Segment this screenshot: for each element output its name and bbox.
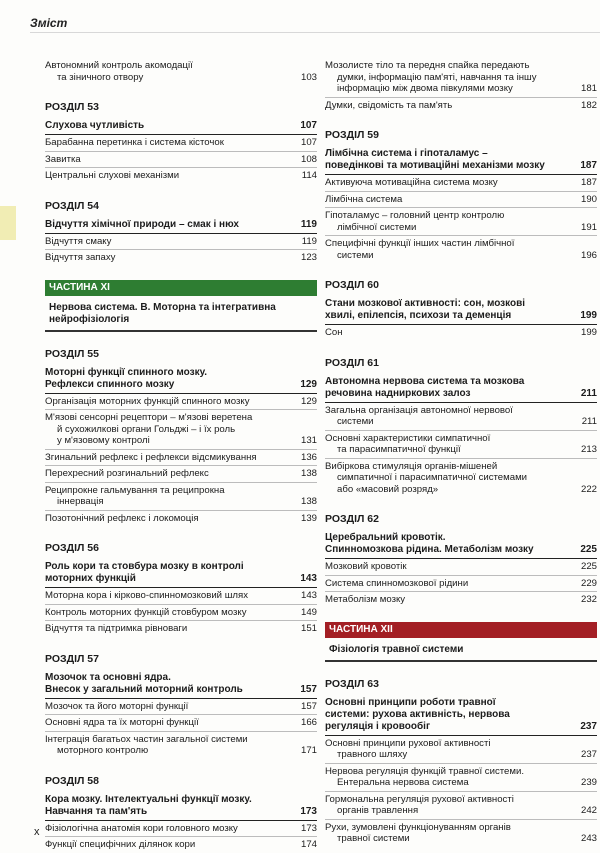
chapter-label: РОЗДІЛ 53 bbox=[45, 101, 99, 113]
spacer bbox=[325, 662, 597, 678]
toc-entry-title: Гормональна регуляція рухової активності органів травлення bbox=[325, 793, 514, 816]
toc-entry-title: Моторна кора і кірково-спинномозковий шлях bbox=[45, 590, 248, 601]
part-label-bar: ЧАСТИНА XII bbox=[325, 622, 597, 638]
part-label-bar: ЧАСТИНА XI bbox=[45, 280, 317, 296]
page-number-ref: 191 bbox=[580, 221, 597, 233]
page-number-ref: 187 bbox=[580, 160, 597, 171]
spacer bbox=[325, 608, 597, 622]
chapter-block bbox=[45, 200, 317, 266]
continued-entries bbox=[325, 58, 597, 113]
spacer bbox=[45, 332, 317, 348]
page-number-ref: 199 bbox=[580, 327, 597, 338]
toc-entry-title: Відчуття смаку bbox=[45, 235, 112, 247]
page-number-ref: 196 bbox=[580, 249, 597, 261]
page-number-ref: 138 bbox=[300, 496, 317, 507]
chapter-heading-title: Мозочок та основні ядра. Внесок у загальний моторний контроль bbox=[45, 671, 243, 695]
chapter-heading-title: Церебральний кровотік. Спинномозкова рідина. Метаболізм мозку bbox=[325, 532, 534, 555]
toc-entry[interactable] bbox=[325, 764, 597, 792]
chapter-heading[interactable] bbox=[325, 695, 597, 736]
toc-entry-title: Автономний контроль акомодації та зіничного отвору bbox=[45, 60, 193, 83]
page-number-ref: 157 bbox=[300, 700, 317, 712]
page-number-ref: 108 bbox=[300, 153, 317, 165]
chapter-heading-title: Роль кори та стовбура мозку в контролі моторних функцій bbox=[45, 561, 244, 584]
page-number-ref: 107 bbox=[300, 137, 317, 148]
chapter-block bbox=[45, 653, 317, 759]
chapter-heading-title: Слухова чутливість bbox=[45, 120, 145, 131]
chapter-heading[interactable] bbox=[45, 559, 317, 588]
chapter-heading[interactable] bbox=[45, 670, 317, 699]
toc-entry[interactable] bbox=[325, 820, 597, 847]
toc-entry[interactable] bbox=[45, 394, 317, 411]
toc-entry[interactable] bbox=[325, 403, 597, 431]
toc-entry-title: Позотонічний рефлекс і локомоція bbox=[45, 512, 199, 524]
chapter-heading-title: Лімбічна система і гіпоталамус – поведінкові та мотиваційні механізми мозку bbox=[325, 148, 545, 171]
toc-entry[interactable] bbox=[45, 234, 317, 251]
spacer bbox=[325, 263, 597, 279]
toc-entry[interactable] bbox=[325, 576, 597, 593]
page-number-ref: 136 bbox=[300, 451, 317, 463]
toc-entry[interactable] bbox=[45, 135, 317, 152]
chapter-heading[interactable] bbox=[45, 365, 317, 394]
page-number-ref: 232 bbox=[580, 594, 597, 605]
toc-entry-title: Специфічні функції інших частин лімбічної системи bbox=[325, 238, 515, 261]
page-number-ref: 143 bbox=[300, 573, 317, 584]
spacer bbox=[45, 526, 317, 542]
page-number-ref: 181 bbox=[580, 83, 597, 94]
toc-entry[interactable] bbox=[45, 410, 317, 450]
page-number-ref: 138 bbox=[300, 468, 317, 479]
toc-entry-title: Основні ядра та їх моторні функції bbox=[45, 717, 199, 728]
toc-entry-title: Мозолисте тіло та передня спайка передають думки, інформацію пам'яті, навчання та іншу інформацію між двома півкулями мозку bbox=[325, 60, 537, 94]
spacer bbox=[325, 113, 597, 129]
page-number-ref: 237 bbox=[580, 749, 597, 760]
chapter-heading[interactable] bbox=[325, 296, 597, 325]
toc-entry-title: Фізіологічна анатомія кори головного мозку bbox=[45, 822, 238, 834]
chapter-block bbox=[325, 129, 597, 263]
toc-entry-title: Рухи, зумовлені функціонуванням органів травної системи bbox=[325, 821, 511, 844]
toc-entry-title: Центральні слухові механізми bbox=[45, 170, 180, 181]
toc-entry[interactable] bbox=[325, 236, 597, 263]
chapter-heading[interactable] bbox=[325, 530, 597, 559]
chapter-block bbox=[45, 101, 317, 184]
toc-entry[interactable] bbox=[325, 175, 597, 192]
toc-entry-title: Контроль моторних функцій стовбуром мозку bbox=[45, 606, 247, 618]
toc-entry[interactable] bbox=[45, 450, 317, 467]
chapter-heading[interactable] bbox=[45, 792, 317, 821]
chapter-block bbox=[325, 513, 597, 608]
chapter-heading[interactable] bbox=[45, 118, 317, 135]
toc-entry[interactable] bbox=[325, 792, 597, 820]
page-number-ref: 243 bbox=[580, 833, 597, 844]
page-number-ref: 211 bbox=[581, 416, 597, 427]
chapter-label: РОЗДІЛ 55 bbox=[45, 347, 99, 360]
toc-entry-title: Згинальний рефлекс і рефлекси відсмикування bbox=[45, 451, 257, 463]
toc-entry[interactable] bbox=[45, 821, 317, 838]
continued-entries bbox=[45, 58, 317, 85]
toc-entry-title: Мозочок та його моторні функції bbox=[45, 700, 189, 712]
toc-entry[interactable] bbox=[45, 168, 317, 184]
toc-entry[interactable] bbox=[325, 208, 597, 236]
toc-entry[interactable] bbox=[325, 58, 597, 98]
toc-entry[interactable] bbox=[45, 699, 317, 716]
page-number-ref: 237 bbox=[580, 720, 597, 732]
toc-entry-title: Реципрокне гальмування та реципрокна іннервація bbox=[45, 484, 225, 507]
page-number-ref: 151 bbox=[300, 623, 317, 634]
page-header bbox=[30, 0, 600, 33]
chapter-label: РОЗДІЛ 61 bbox=[325, 356, 379, 369]
chapter-heading[interactable] bbox=[325, 374, 597, 403]
toc-right-column bbox=[325, 58, 597, 847]
page-number-ref: 149 bbox=[300, 606, 317, 618]
part-title: Нервова система. В. Моторна та інтегративна нейрофізіологія bbox=[45, 296, 317, 332]
page-number-ref: 143 bbox=[300, 590, 317, 601]
part-title: Фізіологія травної системи bbox=[325, 638, 597, 662]
page-number-ref: 173 bbox=[300, 822, 317, 834]
page-number-ref: 114 bbox=[301, 170, 317, 181]
toc-entry-title: Загальна організація автономної нервової системи bbox=[325, 404, 513, 427]
page-number-ref: 239 bbox=[580, 777, 597, 788]
page-number-ref: 225 bbox=[580, 561, 597, 572]
chapter-heading-title: Моторні функції спинного мозку. Рефлекси спинного мозку bbox=[45, 366, 208, 390]
page-number-ref: 174 bbox=[300, 839, 317, 850]
thumb-index-tab bbox=[0, 206, 16, 240]
spacer bbox=[45, 184, 317, 200]
toc-entry[interactable] bbox=[45, 511, 317, 527]
chapter-heading-title: Кора мозку. Інтелектуальні функції мозку. Навчання та пам'ять bbox=[45, 793, 252, 817]
chapter-block bbox=[325, 357, 597, 498]
page-number-ref: 139 bbox=[300, 512, 317, 524]
toc-entry-title: Думки, свідомість та пам'ять bbox=[325, 99, 453, 111]
toc-entry[interactable] bbox=[45, 152, 317, 169]
chapter-heading-title: Автономна нервова система та мозкова речовина надниркових залоз bbox=[325, 375, 525, 399]
chapter-label: РОЗДІЛ 58 bbox=[45, 774, 99, 787]
toc-entry-title: Завитка bbox=[45, 153, 81, 165]
chapter-label: РОЗДІЛ 63 bbox=[325, 677, 379, 690]
chapter-block bbox=[45, 542, 317, 637]
toc-entry-title: Мозковий кровотік bbox=[325, 561, 407, 572]
toc-entry[interactable] bbox=[325, 192, 597, 209]
toc-entry[interactable] bbox=[45, 58, 317, 85]
chapter-heading[interactable] bbox=[45, 217, 317, 234]
toc-entry[interactable] bbox=[45, 605, 317, 622]
toc-entry[interactable] bbox=[45, 466, 317, 483]
page-number-ref: 171 bbox=[300, 745, 317, 756]
page-number-ref: 187 bbox=[580, 177, 597, 188]
chapter-heading[interactable] bbox=[325, 146, 597, 175]
page-number-ref: 225 bbox=[580, 544, 597, 555]
spacer bbox=[325, 497, 597, 513]
page-number-ref: 199 bbox=[580, 310, 597, 321]
toc-entry-title: Відчуття та підтримка рівноваги bbox=[45, 623, 188, 634]
page-number-ref: 211 bbox=[580, 387, 597, 399]
toc-entry-title: Відчуття запаху bbox=[45, 252, 116, 263]
spacer bbox=[45, 266, 317, 280]
page-number-ref: 129 bbox=[300, 395, 317, 407]
toc-left-column bbox=[45, 58, 317, 853]
chapter-block bbox=[45, 775, 317, 853]
toc-entry[interactable] bbox=[325, 431, 597, 459]
toc-entry-title: Активуюча мотиваційна система мозку bbox=[325, 177, 498, 188]
page-number-ref: 103 bbox=[300, 71, 317, 83]
toc-entry[interactable] bbox=[45, 732, 317, 759]
toc-entry-title: Основні принципи рухової активності травного шляху bbox=[325, 737, 491, 760]
page-number-ref: 222 bbox=[580, 483, 597, 495]
toc-entry-title: Барабанна перетинка і система кісточок bbox=[45, 137, 224, 148]
part-block bbox=[45, 280, 317, 332]
page-number-ref: 182 bbox=[580, 99, 597, 111]
toc-entry[interactable] bbox=[325, 325, 597, 341]
toc-entry-title: Організація моторних функцій спинного мозку bbox=[45, 395, 250, 407]
chapter-label: РОЗДІЛ 54 bbox=[45, 199, 99, 212]
page-number-ref: 119 bbox=[301, 235, 317, 247]
spacer bbox=[45, 637, 317, 653]
chapter-label: РОЗДІЛ 59 bbox=[325, 129, 379, 141]
page-number-ref: 157 bbox=[300, 683, 317, 695]
toc-entry-title: Перехресний розгинальний рефлекс bbox=[45, 468, 209, 479]
chapter-heading-title: Стани мозкової активності: сон, мозкові хвилі, епілепсія, психози та деменція bbox=[325, 298, 526, 321]
page-number-ref: 123 bbox=[300, 252, 317, 263]
spacer bbox=[45, 85, 317, 101]
chapter-block bbox=[325, 279, 597, 341]
toc-entry[interactable] bbox=[45, 250, 317, 266]
toc-entry[interactable] bbox=[325, 736, 597, 764]
toc-entry[interactable] bbox=[325, 592, 597, 608]
page-title: Зміст bbox=[30, 16, 68, 30]
toc-entry-title: Гіпоталамус – головний центр контролю лімбічної системи bbox=[325, 210, 505, 233]
page-number-ref: 131 bbox=[300, 435, 317, 446]
part-block bbox=[325, 622, 597, 662]
toc-entry[interactable] bbox=[45, 837, 317, 853]
chapter-label: РОЗДІЛ 60 bbox=[325, 279, 379, 291]
toc-entry[interactable] bbox=[45, 483, 317, 511]
chapter-label: РОЗДІЛ 57 bbox=[45, 652, 99, 665]
page-number-ref: 119 bbox=[300, 218, 317, 230]
page-number-ref: 107 bbox=[300, 120, 317, 131]
toc-entry[interactable] bbox=[325, 98, 597, 114]
chapter-heading-title: Основні принципи роботи травної системи: рухова активність, нервова регуляція і кровообіг bbox=[325, 696, 510, 732]
toc-entry-title: Основні характеристики симпатичної та парасимпатичної функції bbox=[325, 432, 491, 455]
toc-entry-title: Сон bbox=[325, 327, 343, 338]
toc-entry[interactable] bbox=[325, 459, 597, 498]
toc-entry[interactable] bbox=[45, 715, 317, 732]
page-number-ref: 129 bbox=[300, 378, 317, 390]
toc-entry-title: Нервова регуляція функцій травної системи. Ентеральна нервова система bbox=[325, 765, 524, 788]
chapter-label: РОЗДІЛ 56 bbox=[45, 542, 99, 554]
chapter-block bbox=[45, 348, 317, 527]
toc-entry-title: Система спинномозкової рідини bbox=[325, 577, 469, 589]
spacer bbox=[325, 341, 597, 357]
toc-entry[interactable] bbox=[325, 559, 597, 576]
toc-entry-title: М'язові сенсорні рецептори – м'язові веретена й сухожилкові органи Гольджі – і їх роль у м'язовому контролі bbox=[45, 412, 253, 446]
spacer bbox=[45, 759, 317, 775]
page-number-ref: 166 bbox=[300, 717, 317, 728]
chapter-label: РОЗДІЛ 62 bbox=[325, 513, 379, 525]
toc-entry-title: Метаболізм мозку bbox=[325, 594, 406, 605]
toc-entry-title: Інтеграція багатьох частин загальної системи моторного контролю bbox=[45, 733, 248, 756]
toc-entry[interactable] bbox=[45, 588, 317, 605]
chapter-heading-title: Відчуття хімічної природи – смак і нюх bbox=[45, 218, 239, 230]
page-number-ref: 229 bbox=[580, 577, 597, 589]
page-number-ref: 242 bbox=[580, 805, 597, 816]
toc-entry[interactable] bbox=[45, 621, 317, 637]
toc-entry-title: Вибіркова стимуляція органів-мішеней симпатичної і парасимпатичної системами або «масовий розряд» bbox=[325, 460, 528, 495]
toc-entry-title: Лімбічна система bbox=[325, 193, 403, 205]
page-number-ref: 213 bbox=[580, 444, 597, 455]
page-number-ref: 190 bbox=[580, 193, 597, 205]
toc-entry-title: Функції специфічних ділянок кори bbox=[45, 839, 196, 850]
page-number-ref: 173 bbox=[300, 805, 317, 817]
page-number: x bbox=[34, 826, 40, 838]
chapter-block bbox=[325, 678, 597, 847]
